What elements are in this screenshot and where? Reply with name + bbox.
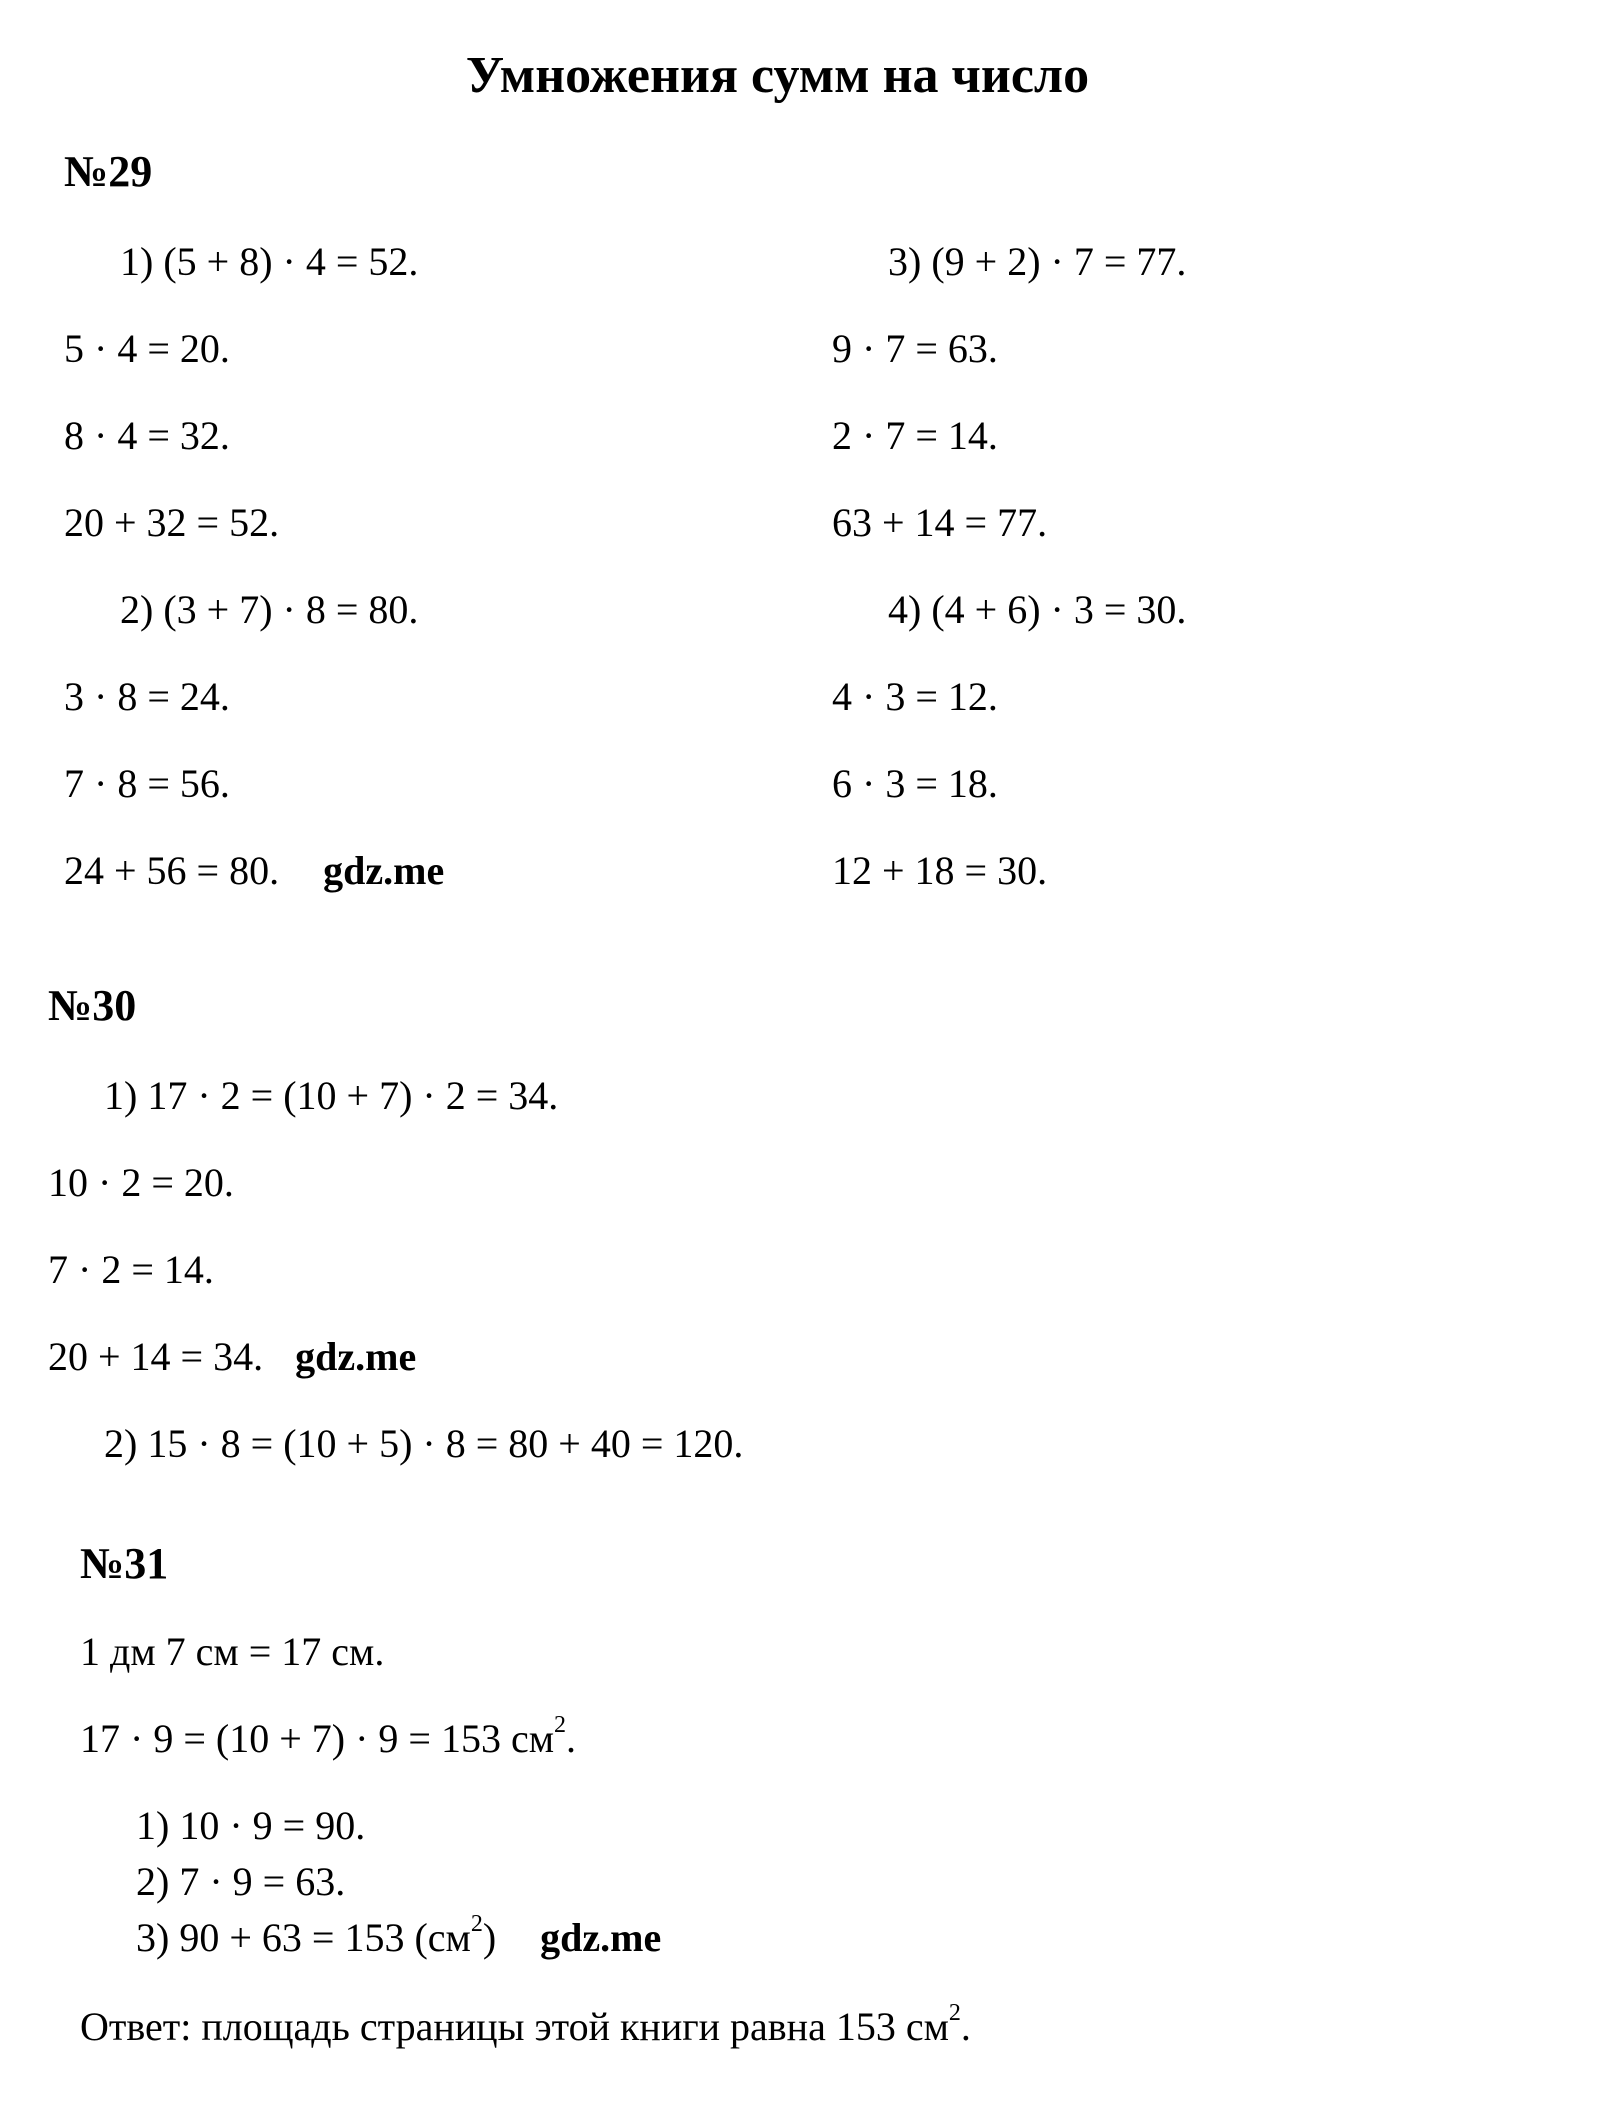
task-29-right-line-8: 12 + 18 = 30. <box>832 848 1048 893</box>
task-29-right-line-6: 4 · 3 = 12. <box>832 674 998 719</box>
task-29-right-line-2: 9 · 7 = 63. <box>832 326 998 371</box>
task-31-line-2-text: 17 · 9 = (10 + 7) · 9 = 153 см <box>80 1716 555 1761</box>
task-31-step-3-end: ) <box>482 1915 497 1960</box>
task-31-step-3 <box>136 1911 662 1962</box>
task-29-right-line-7: 6 · 3 = 18. <box>832 761 998 806</box>
superscript: 2 <box>554 1712 567 1738</box>
task-31-number: №31 <box>80 1539 169 1588</box>
superscript: 2 <box>948 2000 961 2026</box>
task-30-line-2: 10 · 2 = 20. <box>48 1160 234 1205</box>
task-29-right-line-5: 4) (4 + 6) · 3 = 30. <box>888 587 1187 632</box>
task-30-line-4-text: 20 + 14 = 34. <box>48 1334 264 1379</box>
watermark: gdz.me <box>323 848 445 893</box>
task-31-line-1: 1 дм 7 см = 17 см. <box>80 1629 385 1674</box>
task-29-right-line-1: 3) (9 + 2) · 7 = 77. <box>888 239 1187 284</box>
page-title: Умножения сумм на число <box>465 47 1090 104</box>
superscript: 2 <box>470 1911 483 1937</box>
task-29-line-7: 7 · 8 = 56. <box>64 761 230 806</box>
task-31-answer-text: Ответ: площадь страницы этой книги равна 153 см <box>80 2004 949 2049</box>
task-31-answer <box>80 2000 971 2051</box>
task-29-line-3: 8 · 4 = 32. <box>64 413 230 458</box>
task-29-right-line-4: 63 + 14 = 77. <box>832 500 1048 545</box>
task-31-line-2-end: . <box>566 1716 577 1761</box>
task-30-line-1: 1) 17 · 2 = (10 + 7) · 2 = 34. <box>104 1073 559 1118</box>
task-29-line-1: 1) (5 + 8) · 4 = 52. <box>120 239 419 284</box>
task-29-line-8 <box>64 847 444 895</box>
task-30-number: №30 <box>48 981 137 1030</box>
task-29-line-6: 3 · 8 = 24. <box>64 674 230 719</box>
task-29-line-4: 20 + 32 = 52. <box>64 500 280 545</box>
task-31-answer-end: . <box>960 2004 971 2049</box>
task-30-line-5: 2) 15 · 8 = (10 + 5) · 8 = 80 + 40 = 120. <box>104 1421 744 1466</box>
task-31-step-3-text: 3) 90 + 63 = 153 (см <box>136 1915 471 1960</box>
task-30-line-4 <box>48 1333 416 1381</box>
task-29-line-5: 2) (3 + 7) · 8 = 80. <box>120 587 419 632</box>
task-29-line-2: 5 · 4 = 20. <box>64 326 230 371</box>
task-30-line-3: 7 · 2 = 14. <box>48 1247 214 1292</box>
task-29-number: №29 <box>64 147 153 196</box>
watermark: gdz.me <box>295 1334 417 1379</box>
task-31-line-2 <box>80 1712 577 1763</box>
task-29-right-line-3: 2 · 7 = 14. <box>832 413 998 458</box>
task-31-step-1: 1) 10 · 9 = 90. <box>136 1803 366 1848</box>
task-29-line-8-text: 24 + 56 = 80. <box>64 848 280 893</box>
watermark: gdz.me <box>540 1915 662 1960</box>
task-31-step-2: 2) 7 · 9 = 63. <box>136 1859 346 1904</box>
